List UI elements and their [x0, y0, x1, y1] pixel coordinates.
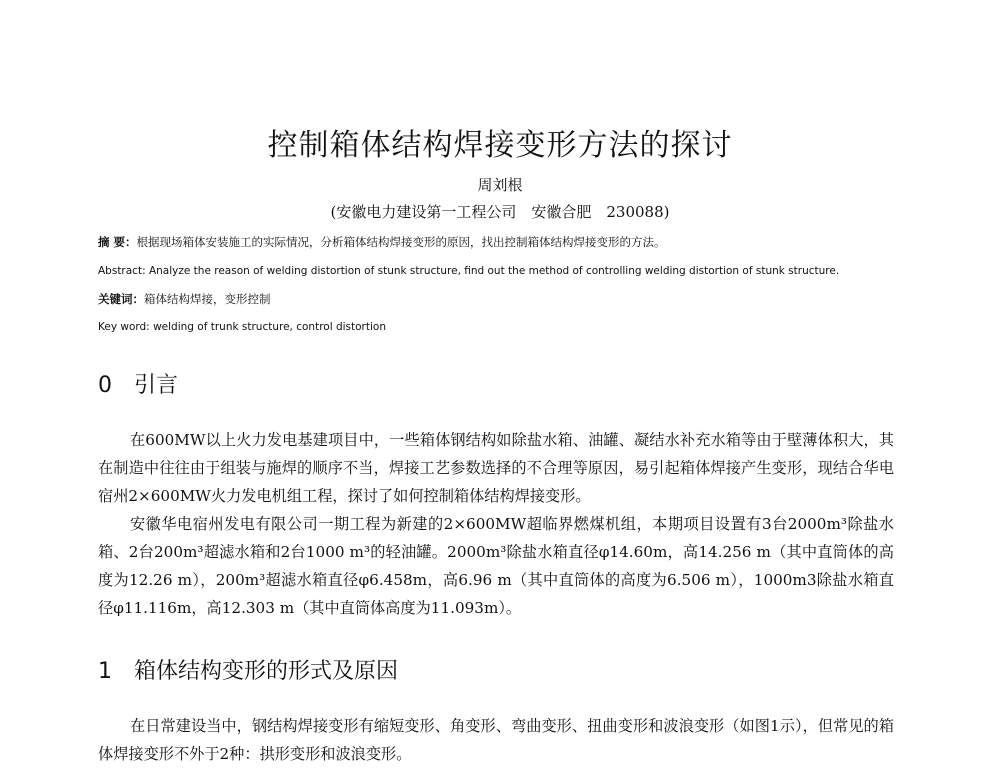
abstract-cn-text: 根据现场箱体安装施工的实际情况，分析箱体结构焊接变形的原因，找出控制箱体结构焊接变形的方法。 — [136, 235, 666, 249]
section-title: 引言 — [134, 373, 179, 398]
author-affiliation: (安徽电力建设第一工程公司 安徽合肥 230088) — [330, 203, 670, 221]
abstract-en — [98, 263, 898, 279]
abstract-cn-label: 摘 要： — [98, 235, 137, 249]
body-paragraph-1: 在600MW以上火力发电基建项目中，一些箱体钢结构如除盐水箱、油罐、凝结水补充水箱等由于壁薄体积大，其在制造中往往由于组装与施焊的顺序不当，焊接工艺参数选择的不合理等原因，易引起箱体焊接产生变形，现结合华电宿州2×600MW火力发电机组工程，探讨了如何控制箱体结构焊接变形。 — [98, 431, 894, 505]
keywords-cn-label: 关键词： — [98, 292, 144, 306]
abstract-en-text: Analyze the reason of welding distortion of stunk structure, find out the method of controlling welding distortion of stunk structure. — [148, 265, 840, 277]
abstract-cn — [98, 234, 898, 250]
paper-title: 控制箱体结构焊接变形方法的探讨 — [267, 128, 733, 163]
keywords-en — [98, 319, 898, 335]
section-heading-introduction — [98, 368, 178, 399]
body-paragraph-3: 在日常建设当中，钢结构焊接变形有缩短变形、角变形、弯曲变形、扭曲变形和波浪变形（如图1示），但常见的箱体焊接变形不外于2种：拱形变形和波浪变形。 — [98, 717, 894, 763]
author-name: 周刘根 — [477, 176, 523, 194]
section-number: 1 — [98, 659, 112, 684]
abstract-en-label: Abstract: — [98, 265, 146, 277]
body-paragraph-2: 安徽华电宿州发电有限公司一期工程为新建的2×600MW超临界燃煤机组，本期项目设置有3台2000m³除盐水箱、2台200m³超滤水箱和2台1000 m³的轻油罐。2000m³除盐水箱直径φ14.60m，高14.256 m（其中直筒体的高度为12.26 m），200m³超滤水箱直径φ6.458m，高6.96 m（其中直筒体的高度为6.506 m），1000m3除盐水箱直径φ11.116m，高12.303 m（其中直筒体高度为11.093m）。 — [98, 515, 894, 617]
section-number: 0 — [98, 373, 112, 398]
keywords-cn — [98, 291, 898, 307]
keywords-en-label: Key word: — [98, 321, 150, 333]
section-title: 箱体结构变形的形式及原因 — [134, 659, 399, 684]
keywords-cn-text: 箱体结构焊接，变形控制 — [144, 292, 271, 306]
section-heading-deformation — [98, 654, 398, 685]
keywords-en-text: welding of trunk structure, control distortion — [153, 321, 386, 333]
